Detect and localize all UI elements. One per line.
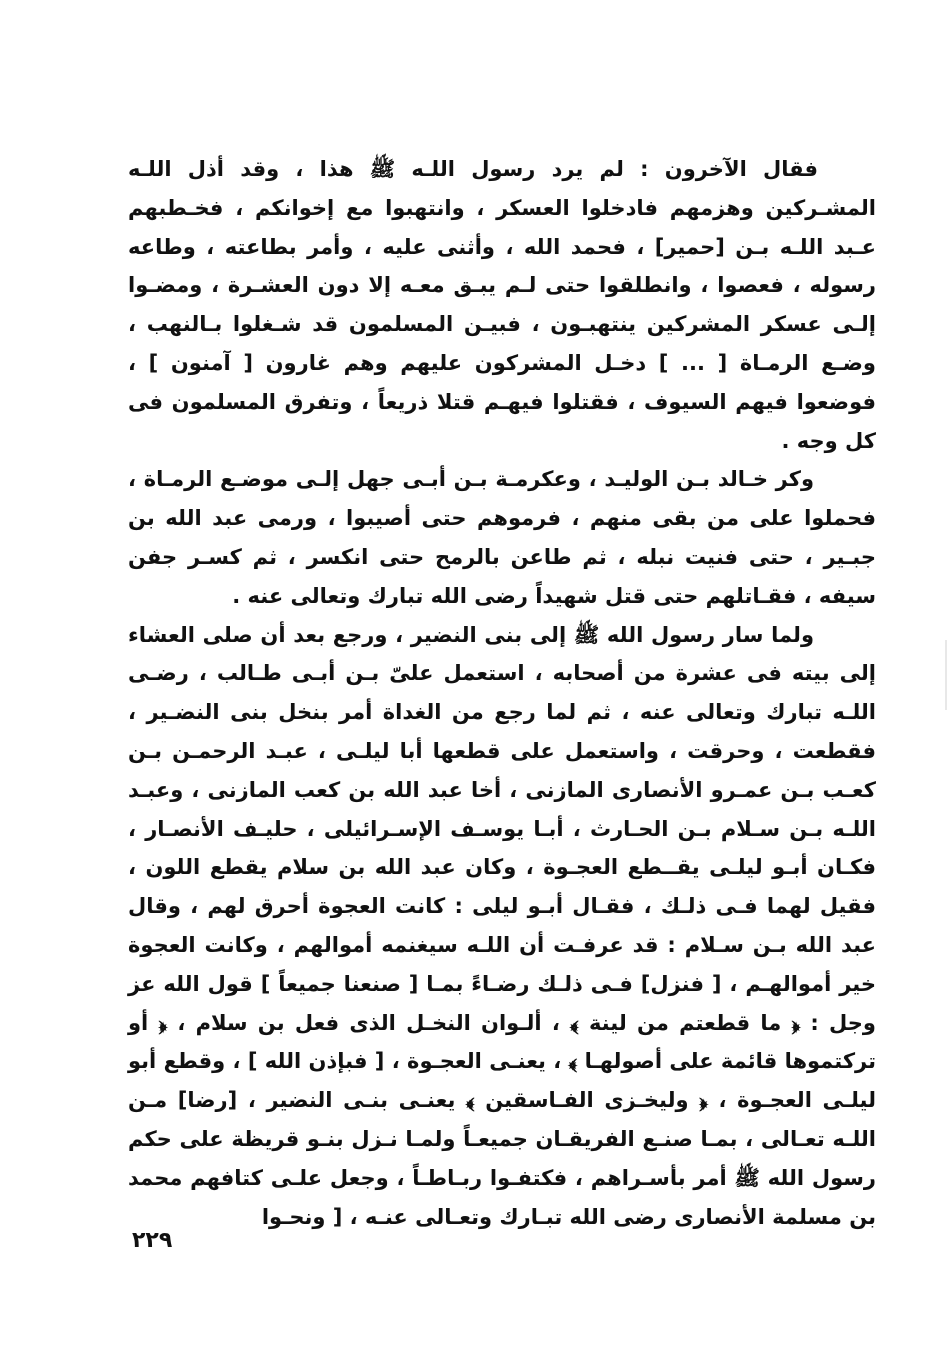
body-text [128, 150, 876, 1236]
page-number: ٢٢٩ [132, 1228, 173, 1253]
paragraph-3: ولما سار رسول الله ﷺ إلى بنى النضير ، ورجع بعد أن صلى العشاء إلى بيته فى عشرة من أصحابه ، استعمل علىّ بـن أبـى طـالب ، رضـى اللـه تبارك وتعالى عنه ، ثم لما رجع من الغداة أمر بنخل بنى النضـير ، فقطعت ، وحرقت ، واستعمل على قطعها أبا ليلـى ، عبـد الرحمـن بـن كعـب بـن عمـرو الأنصارى المازنى ، أخا عبد الله بن كعب المازنى ، وعبـد اللـه بـن سـلام بـن الحـارث ، أبـا يوسـف الإسـرائيلى ، حليـف الأنصـار ، فكـان أبـو ليلـى يقــطع العجـوة ، وكان عبد الله بن سلام يقطع اللون ، فقيل لهما فـى ذلـك ، فقـال أبـو ليلى : كانت العجوة أحرق لهم ، وقال عبد الله بـن سـلام : قد عرفـت أن اللـه سيغنمه أموالهم ، وكانت العجوة خير أموالهـم ، [ فنزل] فـى ذلـك رضـاءً بمـا [ صنعنا جميعاً ] قول الله عز وجل : ﴿ ما قطعتم من لينة ﴾ ، ألـوان النخـل الذى فعل بن سلام ، ﴿ أو تركتموها قائمة على أصولهـا ﴾ ، يعنـى العجـوة ، [ فبإذن الله ] ، وقطع أبو ليلـى العجـوة ، ﴿ وليخـزى الفـاسقين ﴾ يعنـى بنـى النضير ، [رضا] مـن اللـه تعـالى ، بمـا صنـع الفريقـان جميعـاً ولمـا نـزل بنـو قريظة على حكم رسول الله ﷺ أمر بأسـراهم ، فكتفـوا ربـاطـاً ، وجعل علـى كتافهم محمد بن مسلمة الأنصارى رضى الله تبـارك وتعـالى عنـه ، [ ونحـوا [128, 622, 876, 1229]
paragraph-1: فقال الآخرون : لم يرد رسول اللـه ﷺ هذا ، وقد أذل اللـه المشـركين وهزمهم فادخلوا العسكر ، وانتهبوا مع إخوانكم ، فخـطبهم عـبد اللـه بـن [حمير] ، فحمد الله ، وأثنى عليه ، وأمر بطاعته ، وطاعه رسوله ، فعصوا ، وانطلقوا حتى لـم يبـق معـه إلا دون العشـرة ، ومضـوا إلـى عسكر المشركين ينتهبـون ، فبيـن المسلمون قد شـغلوا بـالنهب ، وضـع الرمـاة [ ... ] دخـل المشركون عليهم وهم غارون [ آمنون ] ، فوضعوا فيهم السيوف ، فقتلوا فيهـم قتلا ذريعاً ، وتفرق المسلمون فى كل وجه . [128, 157, 876, 453]
scan-edge-mark [945, 640, 947, 710]
paragraph-2: وكر خـالد بـن الوليـد ، وعكرمـة بـن أبـى جهل إلـى موضـع الرمـاة ، فحملوا على من بقى منهم ، فرموهم حتى أصيبوا ، ورمى عبد الله بن جبـير ، حتى فنيت نبله ، ثم طاعن بالرمح حتى انكسر ، ثم كسـر جفن سيفه ، فقـاتلهم حتى قتل شهيداً رضى الله تبارك وتعالى عنه . [128, 467, 876, 608]
